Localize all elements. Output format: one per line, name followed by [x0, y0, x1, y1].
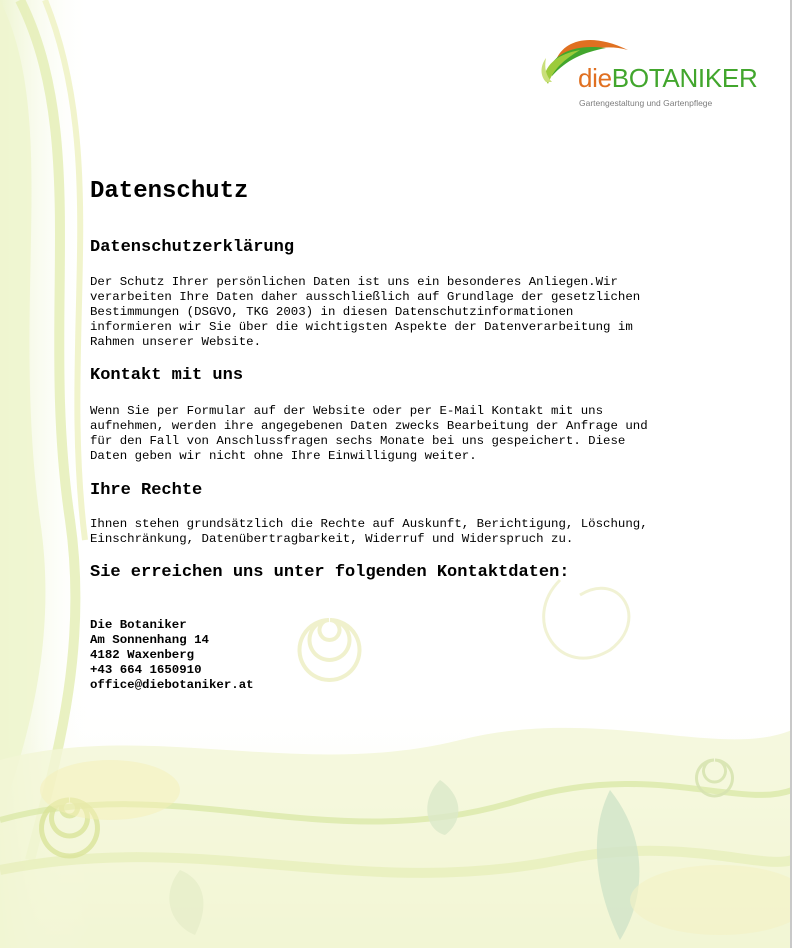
botaniker-logo	[536, 30, 758, 114]
contact-email[interactable]: office@diebotaniker.at	[90, 678, 254, 692]
contact-phone: +43 664 1650910	[90, 663, 202, 677]
section-heading-kontakt: Kontakt mit uns	[90, 366, 244, 385]
logo-wordmark	[578, 65, 757, 91]
section-text-rechte: Ihnen stehen grundsätzlich die Rechte auf Auskunft, Berichtigung, Löschung, Einschränkung, Datenübertragbarkeit, Widerruf und Widerspruch zu.	[90, 517, 648, 546]
logo-word-botaniker: BOTANIKER	[611, 63, 758, 93]
contact-name: Die Botaniker	[90, 618, 187, 632]
section-heading-kontaktdaten: Sie erreichen uns unter folgenden Kontaktdaten:	[90, 563, 570, 582]
section-text-datenschutzerklaerung: Der Schutz Ihrer persönlichen Daten ist uns ein besonderes Anliegen.Wir verarbeiten Ihre Daten daher ausschließlich auf Grundlage der gesetzlichen Bestimmungen (DSGVO, TKG 2003) in diesen Datenschutzinformationen informieren wir Sie über die wichtigsten Aspekte der Datenverarbeitung im Rahmen unserer Website.	[90, 275, 641, 349]
contact-address-block	[90, 618, 254, 693]
section-heading-datenschutzerklaerung: Datenschutzerklärung	[90, 238, 295, 257]
logo-tagline: Gartengestaltung und Gartenpflege	[579, 98, 713, 108]
contact-street: Am Sonnenhang 14	[90, 633, 209, 647]
logo-word-die: die	[578, 63, 612, 93]
contact-city: 4182 Waxenberg	[90, 648, 195, 662]
section-heading-rechte: Ihre Rechte	[90, 481, 203, 500]
section-text-kontakt: Wenn Sie per Formular auf der Website oder per E-Mail Kontakt mit uns aufnehmen, werden ihre angegebenen Daten zwecks Bearbeitung der Anfrage und für den Fall von Anschlussfragen sechs Monate bei uns gespeichert. Diese Daten geben wir nicht ohne Ihre Einwilligung weiter.	[90, 404, 648, 463]
page-title: Datenschutz	[90, 178, 249, 205]
